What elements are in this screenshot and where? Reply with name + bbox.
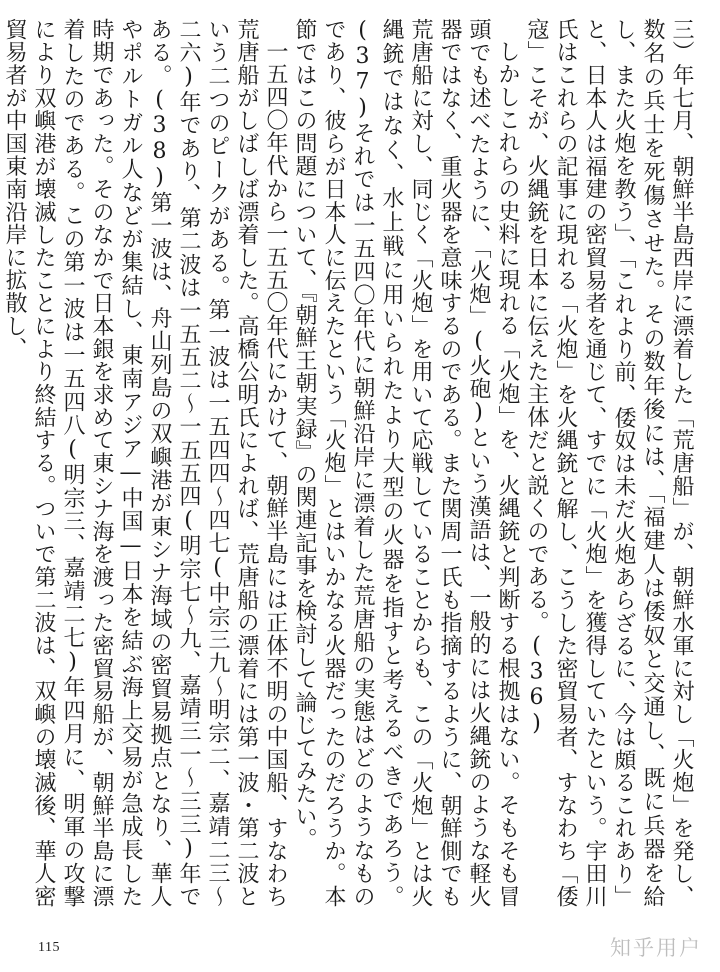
paragraph-3: 一五四〇年代から一五五〇年代にかけて、朝鮮半島には正体不明の中国船、すなわち荒唐船がしばしば漂着した。高橋公明氏によれば、荒唐船の漂着には第一波・第二波という二つのピークがある。第一波は一五四四～四七(中宗三九～明宗二、嘉靖二三～二六)年であり、第二波は一五五二～一五五四(明宗七～九、嘉靖三一～三三)年である。(38)第一波は、舟山列島の双嶼港が東シナ海域の密貿易拠点となり、華人やポルトガル人などが集結し、東南アジア—中国—日本を結ぶ海上交易が急成長した時期であった。そのなかで日本銀を求めて東シナ海を渡った密貿易船が、朝鮮半島に漂着したのである。この第一波は一五四八(明宗三、嘉靖二七)年四月に、明軍の攻撃により双嶼港が壊滅したことにより終結する。ついで第二波は、双嶼の壊滅後、華人密貿易者が中国東南沿岸に拡散し、 [2,18,288,908]
watermark: 知乎用户 [610,936,702,960]
page-number: 115 [38,940,60,955]
vertical-text-body [2,18,696,908]
paragraph-2: しかしこれらの史料に現れる「火炮」を、火縄銃と判断する根拠はない。そもそも冒頭でも述べたように、「火炮」(火砲)という漢語は、一般的には火縄銃のような軽火器ではなく、重火器を意味するのである。また関周一氏も指摘するように、朝鮮側でも荒唐船に対し、同じく「火炮」を用いて応戦していることからも、この「火炮」とは火縄銃ではなく、水上戦に用いられたより大型の火器を指すと考えるべきであろう。(37)それでは一五四〇年代に朝鮮沿岸に漂着した荒唐船の実態はどのようなものであり、彼らが日本人に伝えたという「火炮」とはいかなる火器だったのだろうか。本節ではこの問題について、『朝鮮王朝実録』の関連記事を検討して論じてみたい。 [292,18,520,908]
paragraph-1: 三）年七月、朝鮮半島西岸に漂着した「荒唐船」が、朝鮮水軍に対し「火炮」を発し、数名の兵士を死傷させた。その数年後には、「福建人は倭奴と交通し、既に兵器を給し、また火炮を教う」、「これより前、倭奴は未だ火炮あらざるに、今は頗るこれあり」と、日本人は福建の密貿易者を通じて、すでに「火炮」を獲得していたという。宇田川氏はこれらの記事に現れる「火炮」を火縄銃と解し、こうした密貿易者、すなわち「倭寇」こそが、火縄銃を日本に伝えた主体だと説くのである。(36) [524,18,694,908]
